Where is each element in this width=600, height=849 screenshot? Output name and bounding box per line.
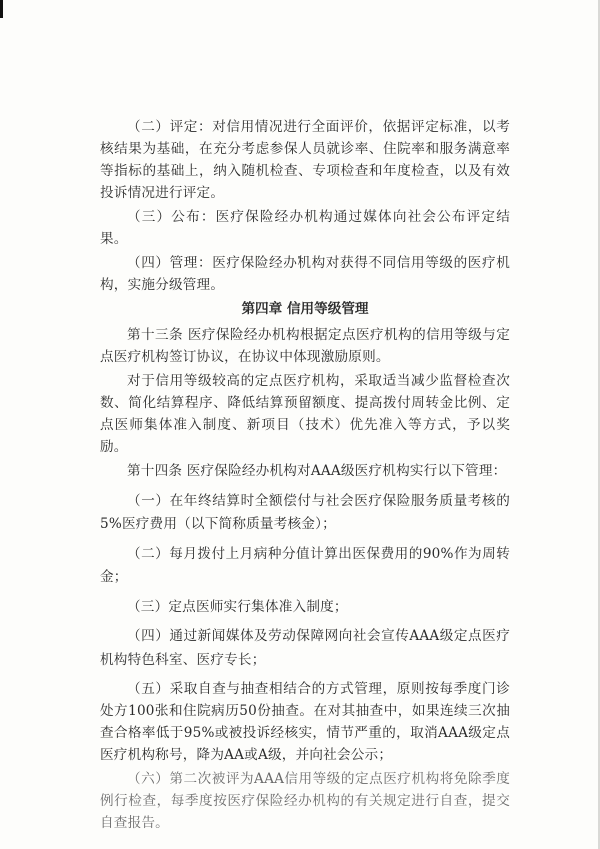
item-5: （五）采取自查与抽查相结合的方式管理，原则按每季度门诊处方100张和住院病历50份抽查。在对其抽查中，如果连续三次抽查合格率低于95%或被投诉经核实，情节严重的，取消AAA级定点医疗机构称号，降为AA或A级，并向社会公示； [100, 681, 510, 763]
chapter-heading: 第四章 信用等级管理 [241, 301, 369, 317]
paragraph-management: （四）管理：医疗保险经办机构对获得不同信用等级的医疗机构，实施分级管理。 [100, 255, 510, 293]
paragraph-publication: （三）公布：医疗保险经办机构通过媒体向社会公布评定结果。 [100, 209, 510, 247]
scan-corner-mark [0, 0, 3, 18]
item-4: （四）通过新闻媒体及劳动保障网向社会宣传AAA级定点医疗机构特色科室、医疗专长； [100, 628, 510, 668]
document-body [100, 116, 510, 836]
item-2: （二）每月拨付上月病种分值计算出医保费用的90%作为周转金； [100, 545, 510, 585]
item-6: （六）第二次被评为AAA信用等级的定点医疗机构将免除季度例行检查，每季度按医疗保险经办机构的有关规定进行自查，提交自查报告。 [100, 771, 510, 831]
item-3: （三）定点医师实行集体准入制度； [127, 598, 348, 615]
paragraph-evaluation: （二）评定：对信用情况进行全面评价，依据评定标准，以考核结果为基础，在充分考虑参保人员就诊率、住院率和服务满意率等指标的基础上，纳入随机检查、专项检查和年度检查，以及有效投诉情况进行评定。 [100, 119, 510, 201]
paragraph-article-14: 第十四条 医疗保险经办机构对AAA级医疗机构实行以下管理： [127, 463, 507, 479]
paragraph-incentives: 对于信用等级较高的定点医疗机构，采取适当减少监督检查次数、简化结算程序、降低结算预留额度、提高拨付周转金比例、定点医师集体准入制度、新项目（技术）优先准入等方式，予以奖励。 [100, 373, 510, 455]
paragraph-article-13: 第十三条 医疗保险经办机构根据定点医疗机构的信用等级与定点医疗机构签订协议，在协议中体现激励原则。 [100, 327, 510, 365]
item-1: （一）在年终结算时全额偿付与社会医疗保险服务质量考核的5%医疗费用（以下简称质量考核金）； [100, 492, 510, 532]
